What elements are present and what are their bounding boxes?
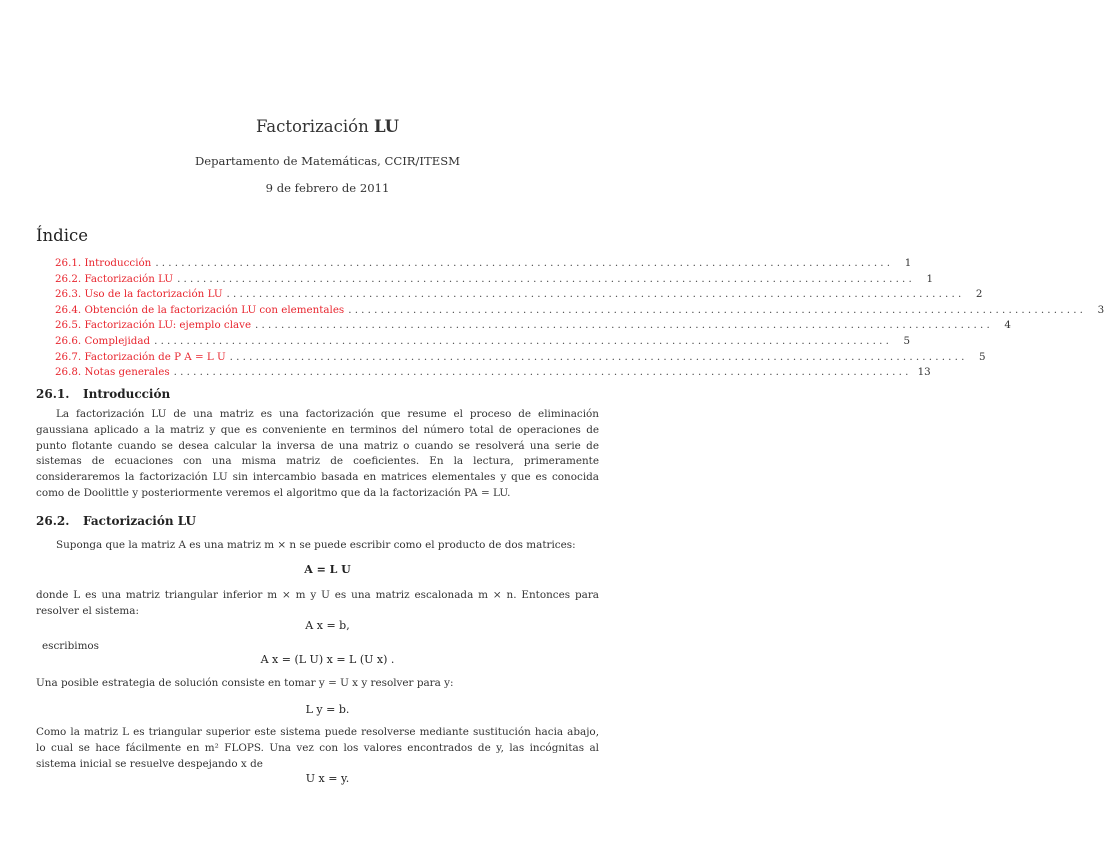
toc-entry-obtencion[interactable]: 26.4. Obtención de la factorización LU con elementales .................................................................................................................. 3 bbox=[55, 303, 1104, 316]
toc-page-number: 5 bbox=[979, 350, 986, 363]
equation-ax-lux: A x = (L U) x = L (U x) . bbox=[260, 653, 395, 666]
toc-entry-introduccion[interactable]: 26.1. Introducción .................................................................................................................. 1 bbox=[55, 257, 912, 269]
table-of-contents bbox=[55, 257, 1104, 382]
toc-entry-notas[interactable]: 26.8. Notas generales .................................................................................................................. 13 bbox=[55, 366, 931, 379]
intro-paragraph: La factorización LU de una matriz es una factorización que resume el proceso de eliminación gaussiana aplicado a la matriz y que es conveniente en terminos del número total de operaciones de punto flotante cuando se desea calcular la inversa de una matriz o cuando se resolverá una serie de sistemas de ecuaciones con una misma matriz de coeficientes. En la lectura, primeramente consideraremos la factorización LU sin intercambio basada en matrices elementales y que es conocida como de Doolittle y posteriormente veremos el algoritmo que da la factorización PA = LU. bbox=[36, 408, 599, 499]
toc-entry-complejidad[interactable]: 26.6. Complejidad .................................................................................................................. 5 bbox=[55, 334, 911, 347]
toc-heading: Índice bbox=[36, 226, 88, 245]
toc-link[interactable]: 26.3. Uso de la factorización LU bbox=[55, 288, 223, 301]
toc-page-number: 13 bbox=[917, 366, 931, 379]
section2-paragraph-3: escribimos bbox=[42, 640, 100, 652]
date-line: 9 de febrero de 2011 bbox=[265, 181, 390, 195]
toc-link[interactable]: 26.1. Introducción bbox=[55, 257, 152, 269]
section-heading-factorizacion: 26.2. Factorización LU bbox=[36, 514, 196, 528]
toc-entry-ejemplo[interactable]: 26.5. Factorización LU: ejemplo clave .................................................................................................................. 4 bbox=[55, 319, 1011, 332]
section2-paragraph-2: donde L es una matriz triangular inferior m × m y U es una matriz escalonada m × n. Entonces para resolver el sistema: bbox=[36, 589, 599, 617]
toc-page-number: 4 bbox=[1004, 319, 1011, 332]
equation-a-lu: A = L U bbox=[304, 563, 351, 576]
toc-entry-pa-lu[interactable]: 26.7. Factorización de P A = L U .................................................................................................................. 5 bbox=[55, 350, 986, 363]
toc-page-number: 1 bbox=[926, 272, 933, 285]
equation-ax-b: A x = b, bbox=[305, 619, 350, 632]
toc-page-number: 5 bbox=[903, 334, 911, 347]
section2-paragraph-1: Suponga que la matriz A es una matriz m × n se puede escribir como el producto de dos matrices: bbox=[56, 539, 576, 551]
section-heading-introduccion: 26.1. Introducción bbox=[36, 387, 171, 401]
toc-entry-factorizacion-lu[interactable]: 26.2. Factorización LU .................................................................................................................. 1 bbox=[55, 272, 933, 285]
toc-link[interactable]: 26.2. Factorización LU bbox=[55, 272, 174, 285]
toc-link[interactable]: 26.6. Complejidad bbox=[55, 334, 151, 347]
toc-entry-uso[interactable]: 26.3. Uso de la factorización LU .................................................................................................................. 2 bbox=[55, 288, 983, 301]
equation-ly-b: L y = b. bbox=[305, 703, 350, 716]
section2-paragraph-4: Una posible estrategia de solución consiste en tomar y = U x y resolver para y: bbox=[36, 677, 454, 689]
document-title: Factorización LU bbox=[255, 117, 400, 136]
toc-page-number: 3 bbox=[1097, 303, 1104, 316]
toc-link[interactable]: 26.4. Obtención de la factorización LU con elementales bbox=[55, 303, 345, 316]
department-line: Departamento de Matemáticas, CCIR/ITESM bbox=[194, 154, 461, 168]
section2-paragraph-5: Como la matriz L es triangular superior este sistema puede resolverse mediante sustitución hacia abajo, lo cual se hace fácilmente en m² FLOPS. Una vez con los valores encontrados de y, las incógnitas al sistema inicial se resuelve despejando x de bbox=[36, 726, 599, 770]
toc-link[interactable]: 26.5. Factorización LU: ejemplo clave bbox=[55, 319, 252, 332]
toc-page-number: 1 bbox=[904, 257, 912, 269]
toc-link[interactable]: 26.8. Notas generales bbox=[55, 366, 170, 379]
toc-page-number: 2 bbox=[975, 288, 983, 301]
toc-link[interactable]: 26.7. Factorización de P A = L U bbox=[55, 350, 226, 363]
equation-ux-y: U x = y. bbox=[305, 772, 350, 785]
